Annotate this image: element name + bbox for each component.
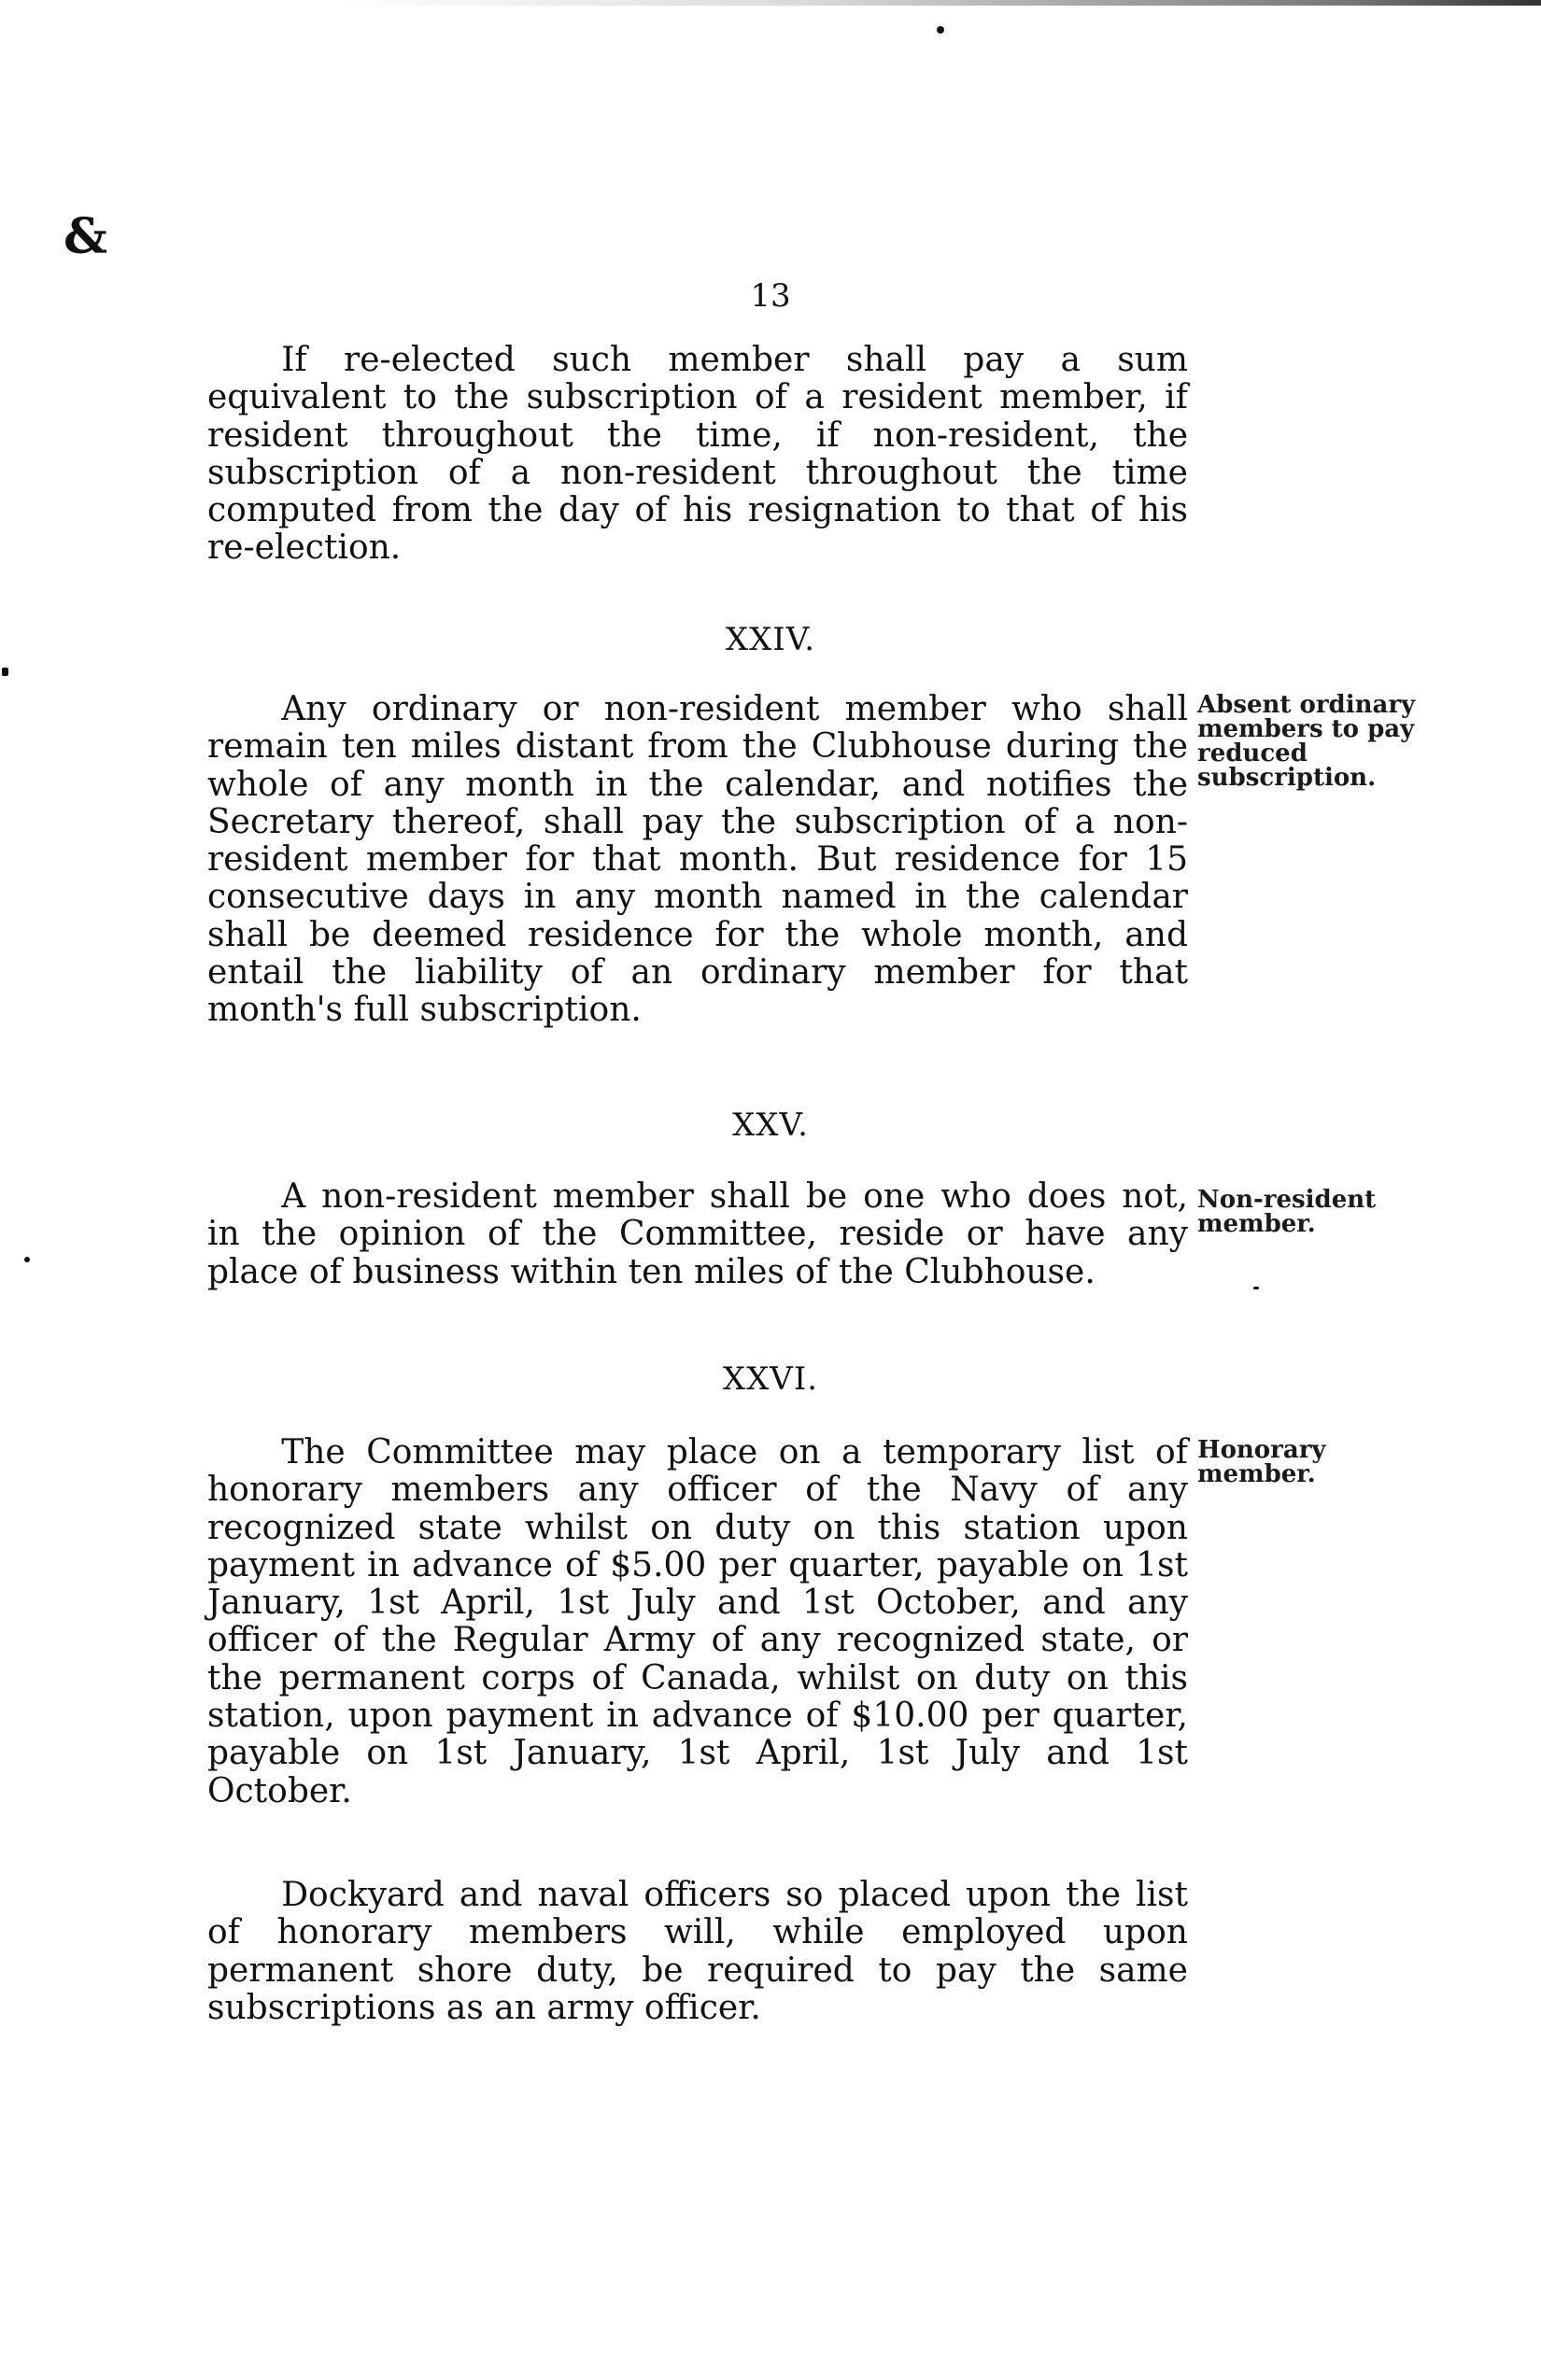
paragraph-intro: If re-elected such member shall pay a sum equivalent to the subscription of a resident member, if resident throughout the time, if non-resident, the subscription of a non-resident throughout the time computed from the day of his resignation to that of his re-election.: [207, 341, 1188, 568]
section-heading-xxvi: XXVI.: [722, 1360, 819, 1398]
scan-speck: [24, 1257, 30, 1262]
top-edge-scan-line: [336, 0, 1541, 6]
section-heading-xxiv: XXIV.: [725, 621, 816, 658]
scan-speck: [2, 668, 8, 676]
section-heading-xxv: XXV.: [732, 1106, 809, 1144]
paragraph-xxv: A non-resident member shall be one who does not, in the opinion of the Committee, reside or have any place of business within ten miles of the Clubhouse.: [207, 1177, 1188, 1291]
paragraph-xxvi-2: Dockyard and naval officers so placed upon the list of honorary members will, while employed upon permanent shore duty, be required to pay the same subscriptions as an army officer.: [207, 1876, 1188, 2027]
scan-speck: [1253, 1287, 1259, 1289]
side-note-honorary: Honorary member.: [1197, 1436, 1326, 1488]
side-note-absent-members: Absent ordinary members to pay reduced subscription.: [1197, 691, 1416, 792]
scan-speck: [937, 26, 944, 34]
paragraph-xxvi-1: The Committee may place on a temporary list of honorary members any officer of the Navy of any recognized state whilst on duty on this station upon payment in advance of $5.00 per quarter, payable on 1st January, 1st April, 1st July and 1st October, and any officer of the Regular Army of any recognized state, or the permanent corps of Canada, whilst on duty on this station, upon payment in advance of $10.00 per quarter, payable on 1st January, 1st April, 1st July and 1st October.: [207, 1433, 1188, 1810]
side-note-non-resident: Non-resident member.: [1197, 1186, 1377, 1238]
paragraph-xxiv: Any ordinary or non-resident member who shall remain ten miles distant from the Clubhouse during the whole of any month in the calendar, and notifies the Secretary thereof, shall pay the subscription of a non-resident member for that month. But residence for 15 consecutive days in any month named in the calendar shall be deemed residence for the whole month, and entail the liability of an ordinary member for that month's full subscription.: [207, 690, 1188, 1030]
margin-mark: &: [64, 208, 107, 265]
page-number: 13: [750, 277, 791, 315]
